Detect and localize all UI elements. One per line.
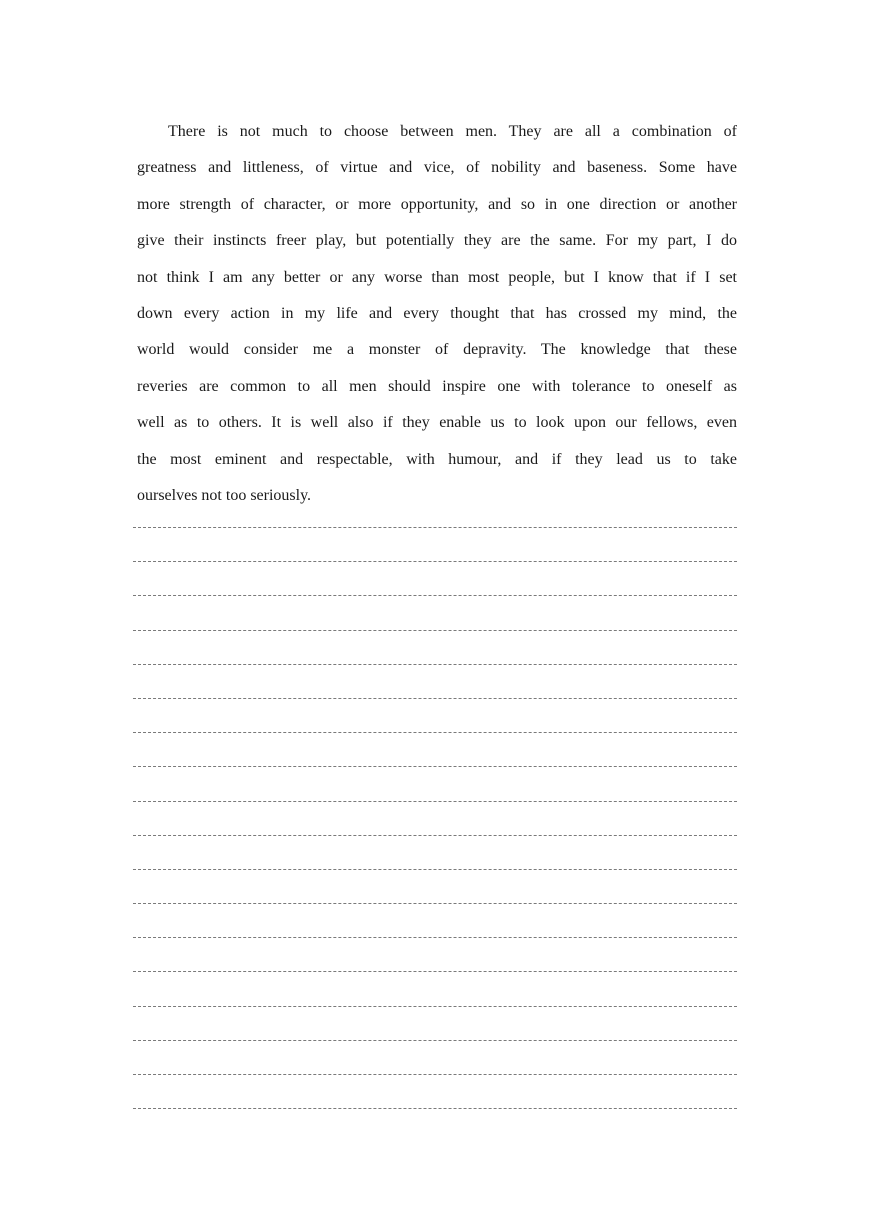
writing-line[interactable] [133,732,737,766]
passage-line: greatness and littleness, of virtue and vice, of nobility and baseness. Some have [137,159,737,177]
passage-line: ourselves not too seriously. [137,486,312,504]
reading-passage [137,114,737,514]
writing-line[interactable] [133,835,737,869]
writing-line[interactable] [133,698,737,732]
passage-line: down every action in my life and every thought that has crossed my mind, the [137,304,737,322]
passage-line: more strength of character, or more opportunity, and so in one direction or another [137,195,737,213]
writing-line[interactable] [133,766,737,800]
passage-line: the most eminent and respectable, with humour, and if they lead us to take [137,450,737,468]
writing-line[interactable] [133,664,737,698]
writing-line[interactable] [133,630,737,664]
writing-line[interactable] [133,561,737,595]
writing-line[interactable] [133,971,737,1005]
passage-line: There is not much to choose between men. They are all a combination of [168,123,737,140]
passage-line: reveries are common to all men should inspire one with tolerance to oneself as [137,377,737,395]
writing-line[interactable] [133,595,737,629]
writing-line[interactable] [133,937,737,971]
answer-writing-lines[interactable] [133,527,737,1142]
writing-line[interactable] [133,1006,737,1040]
passage-line: well as to others. It is well also if they enable us to look upon our fellows, even [137,414,737,432]
writing-line[interactable] [133,903,737,937]
writing-line[interactable] [133,869,737,903]
writing-line[interactable] [133,527,737,561]
writing-line[interactable] [133,1108,737,1142]
passage-line: world would consider me a monster of depravity. The knowledge that these [137,341,737,359]
writing-line[interactable] [133,801,737,835]
writing-line[interactable] [133,1074,737,1108]
passage-line: not think I am any better or any worse than most people, but I know that if I set [137,268,737,286]
writing-line[interactable] [133,1040,737,1074]
passage-line: give their instincts freer play, but potentially they are the same. For my part, I do [137,232,737,250]
